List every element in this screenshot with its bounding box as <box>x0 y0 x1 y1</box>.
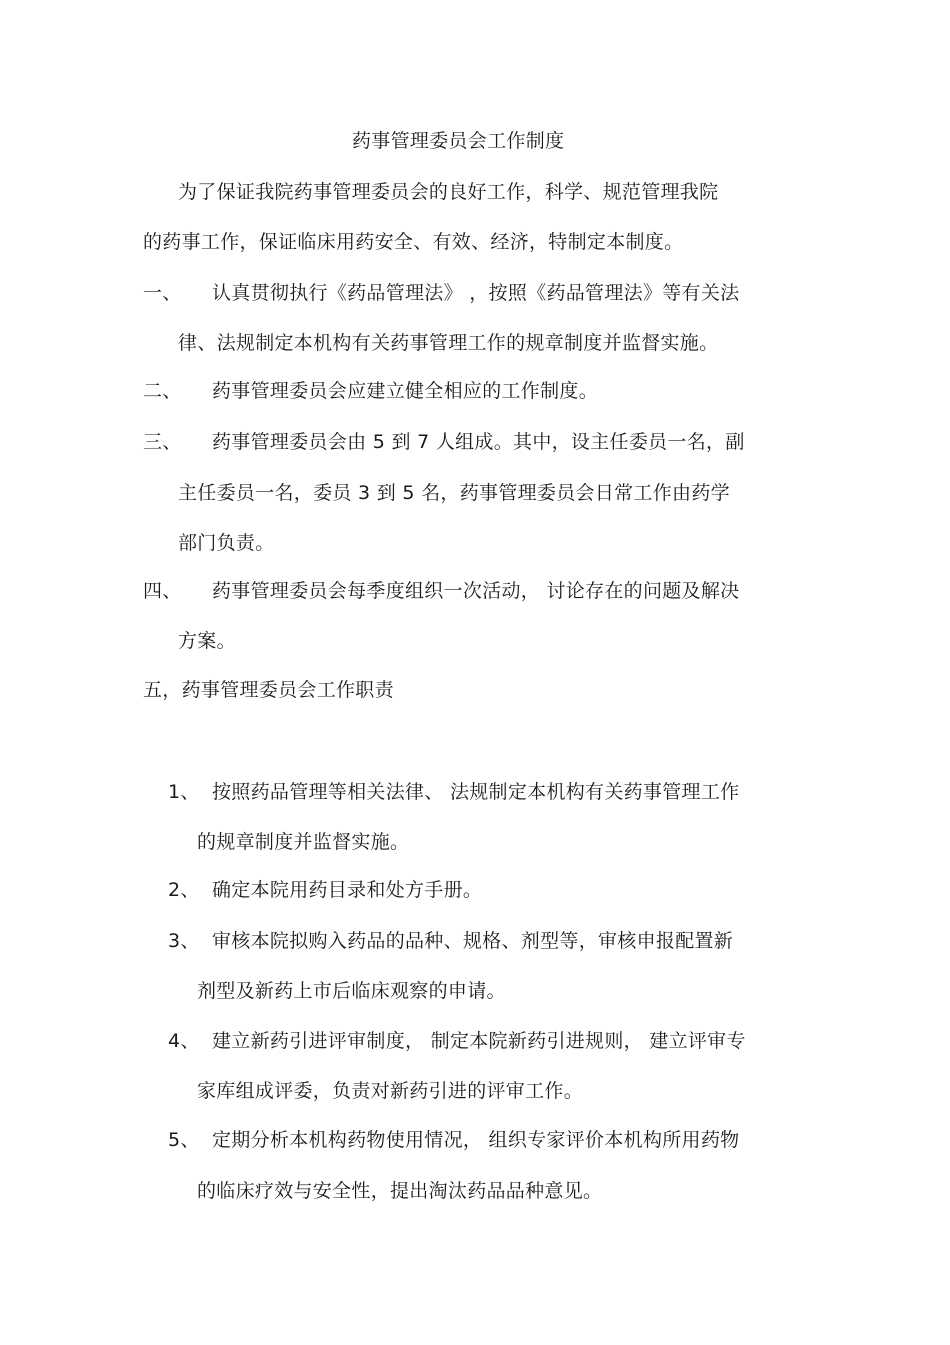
duty-3-marker: 3、 <box>168 930 200 952</box>
duty-4-marker: 4、 <box>168 1030 200 1052</box>
section-5-heading: 五，药事管理委员会工作职责 <box>143 679 394 701</box>
intro-line-2: 的药事工作，保证临床用药安全、有效、经济，特制定本制度。 <box>143 231 684 253</box>
section-3-marker: 三、 <box>143 431 182 453</box>
section-1-marker: 一、 <box>143 282 182 304</box>
duty-4-line-2: 家库组成评委，负责对新药引进的评审工作。 <box>197 1080 584 1102</box>
duty-3-line-2: 剂型及新药上市后临床观察的申请。 <box>197 980 506 1002</box>
section-2-marker: 二、 <box>143 380 182 402</box>
duty-5-marker: 5、 <box>168 1129 200 1151</box>
duty-5-line-1: 定期分析本机构药物使用情况， 组织专家评价本机构所用药物 <box>212 1129 740 1151</box>
section-4-line-1: 药事管理委员会每季度组织一次活动， 讨论存在的问题及解决 <box>212 580 740 602</box>
section-4-marker: 四、 <box>143 580 182 602</box>
section-1-line-2: 律、法规制定本机构有关药事管理工作的规章制度并监督实施。 <box>178 332 719 354</box>
duty-1-line-1: 按照药品管理等相关法律、 法规制定本机构有关药事管理工作 <box>212 781 740 803</box>
document-title: 药事管理委员会工作制度 <box>352 130 565 152</box>
duty-1-marker: 1、 <box>168 781 200 803</box>
duty-2-marker: 2、 <box>168 879 200 901</box>
intro-line-1: 为了保证我院药事管理委员会的良好工作，科学、规范管理我院 <box>178 181 719 203</box>
section-2-line-1: 药事管理委员会应建立健全相应的工作制度。 <box>212 380 599 402</box>
section-3-line-1: 药事管理委员会由 5 到 7 人组成。其中，设主任委员一名，副 <box>212 431 745 453</box>
duty-4-line-1: 建立新药引进评审制度， 制定本院新药引进规则， 建立评审专 <box>212 1030 746 1052</box>
section-3-line-3: 部门负责。 <box>178 532 275 554</box>
duty-5-line-2: 的临床疗效与安全性，提出淘汰药品品种意见。 <box>197 1180 603 1202</box>
duty-3-line-1: 审核本院拟购入药品的品种、规格、剂型等，审核申报配置新 <box>212 930 734 952</box>
duty-1-line-2: 的规章制度并监督实施。 <box>197 831 410 853</box>
section-4-line-2: 方案。 <box>178 630 236 652</box>
duty-2-line-1: 确定本院用药目录和处方手册。 <box>212 879 483 901</box>
section-1-line-1: 认真贯彻执行《药品管理法》 ，按照《药品管理法》等有关法 <box>212 282 740 304</box>
section-3-line-2: 主任委员一名，委员 3 到 5 名，药事管理委员会日常工作由药学 <box>178 482 730 504</box>
